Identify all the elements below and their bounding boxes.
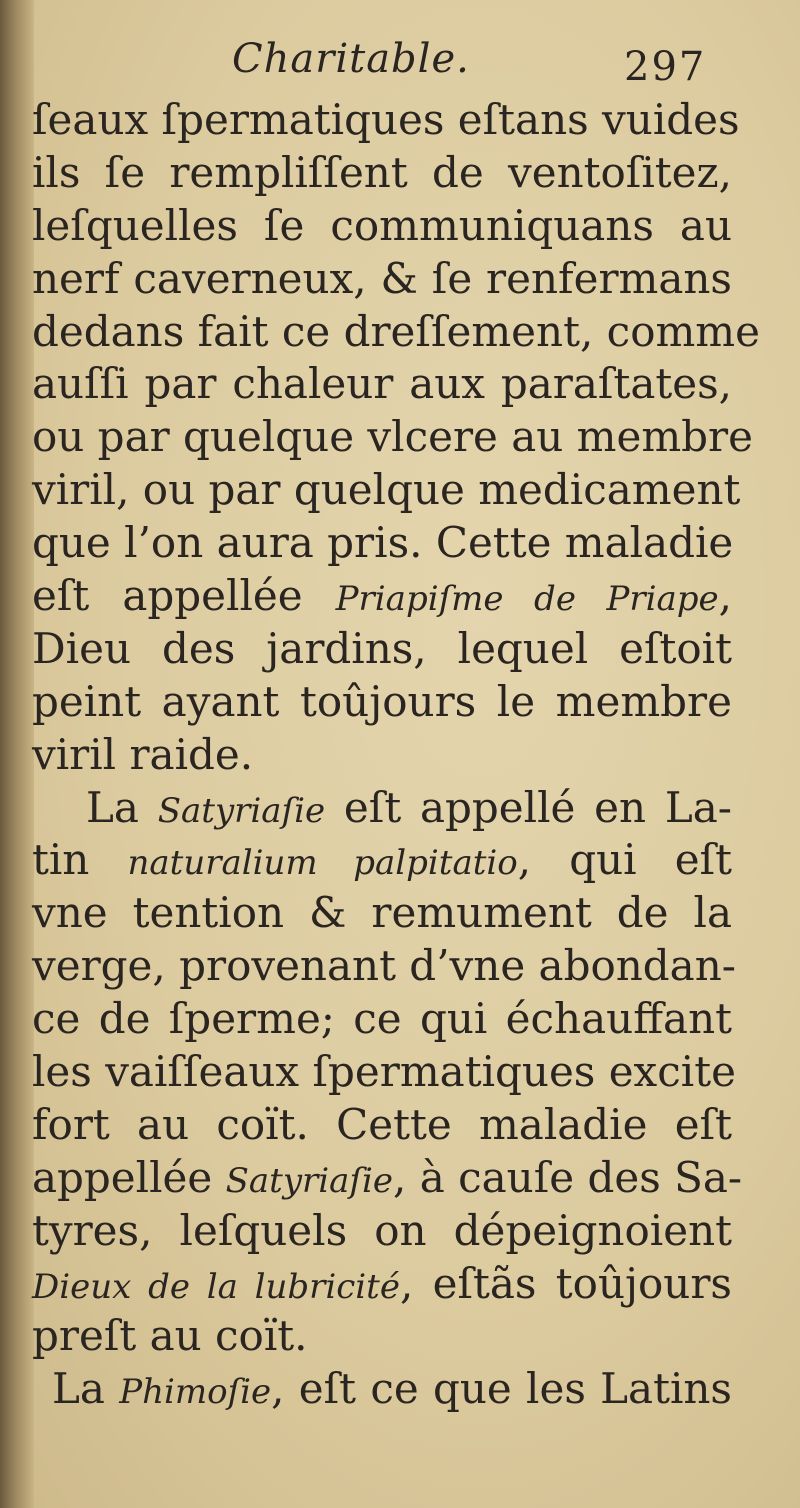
italic-term: Priapiſme de Priape	[335, 579, 719, 620]
text-line: viril, ou par quelque medicament	[32, 465, 741, 515]
text-line: preſt au coït.	[32, 1311, 308, 1361]
text-line: vne tention & remument de la	[32, 888, 732, 938]
italic-term: Dieux de la lubricité	[32, 1266, 400, 1307]
italic-term: Satyriaſie	[225, 1160, 394, 1201]
body-text	[32, 94, 760, 1416]
text-line: ou par quelque vlcere au membre	[32, 412, 753, 462]
text-line: tin naturalium palpitatio, qui eſt	[32, 835, 732, 885]
text-line: La Satyriaſie eſt appellé en La-	[86, 782, 732, 832]
text-line: verge, provenant d’vne abondan-	[32, 941, 736, 991]
text-line: que l’on aura pris. Cette maladie	[32, 518, 734, 568]
text-line: ils ſe rempliſſent de ventoſitez,	[32, 147, 732, 197]
text-line: dedans fait ce dreſſement, comme	[32, 306, 760, 356]
binding-gutter	[0, 0, 34, 1508]
text-line: fort au coït. Cette maladie eſt	[32, 1099, 732, 1149]
text-line: leſquelles ſe communiquans au	[32, 200, 732, 250]
text-line: les vaiſſeaux ſpermatiques excite	[32, 1047, 736, 1097]
text-line: La Phimoſie, eſt ce que les Latins	[52, 1364, 732, 1414]
text-line: viril raide.	[32, 729, 254, 779]
running-title: Charitable.	[232, 36, 470, 82]
text-line: appellée Satyriaſie, à cauſe des Sa-	[32, 1152, 743, 1202]
text-line: eſt appellée Priapiſme de Priape,	[32, 571, 732, 621]
text-line: ſeaux ſpermatiques eſtans vuides	[32, 95, 740, 144]
page-number: 297	[624, 44, 707, 90]
text-line: Dieu des jardins, lequel eſtoit	[32, 623, 732, 673]
italic-term: naturalium palpitatio	[127, 843, 518, 884]
text-line: nerf caverneux, & ſe renfermans	[32, 253, 732, 303]
text-line: Dieux de la lubricité, eſtãs toûjours	[32, 1258, 732, 1308]
page-header	[0, 36, 800, 96]
italic-term: Phimoſie	[119, 1372, 272, 1413]
text-line: tyres, leſquels on dépeignoient	[32, 1205, 732, 1255]
text-line: peint ayant toûjours le membre	[32, 676, 732, 726]
text-line: ce de ſperme; ce qui échauffant	[32, 994, 732, 1044]
text-line: auſſi par chaleur aux paraſtates,	[32, 359, 732, 409]
italic-term: Satyriaſie	[157, 790, 326, 831]
